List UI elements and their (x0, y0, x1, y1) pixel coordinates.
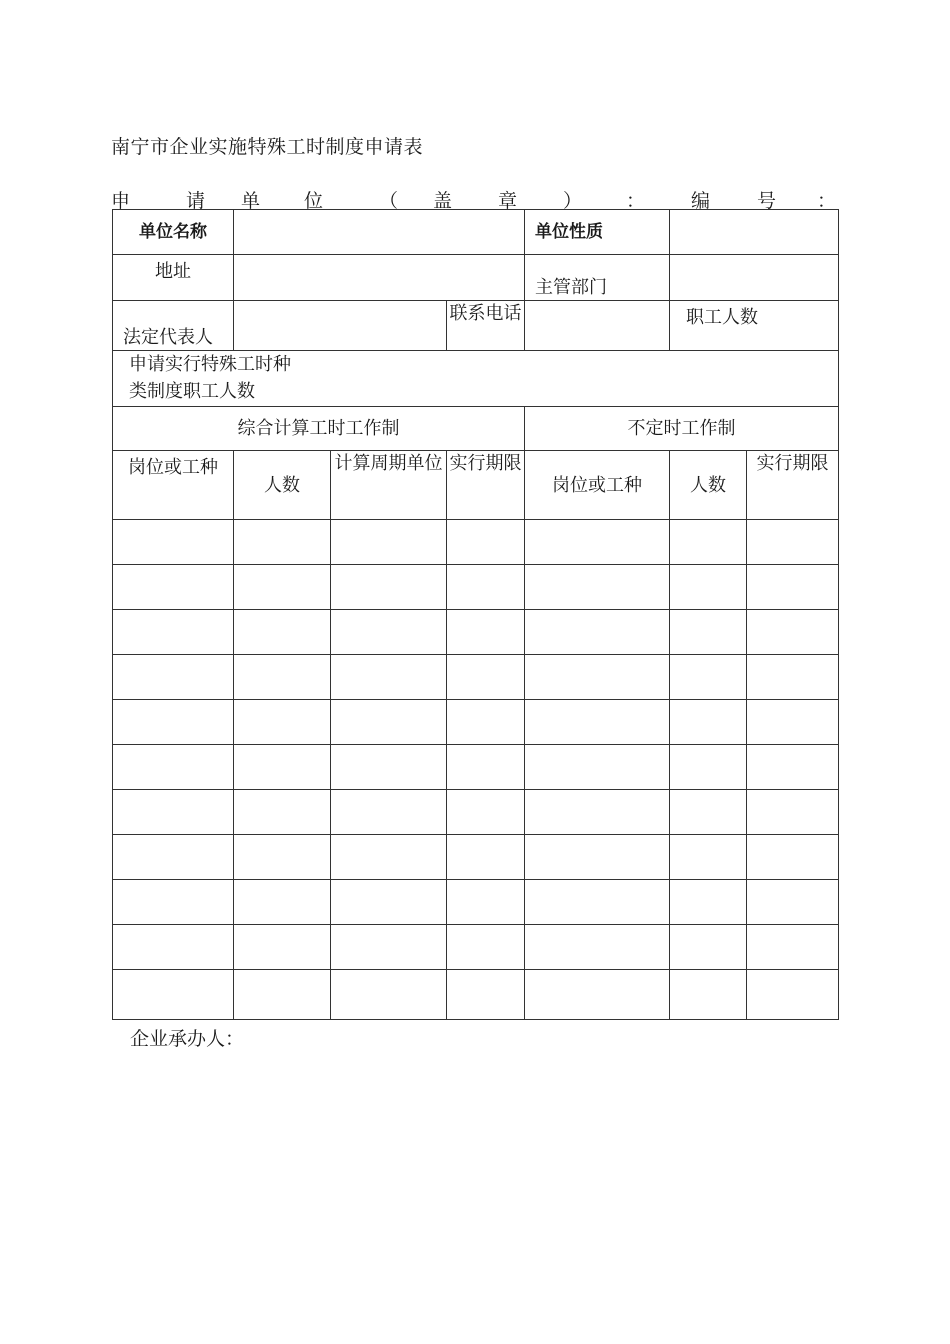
table-cell[interactable] (525, 880, 670, 925)
table-cell[interactable] (447, 835, 525, 880)
table-row (113, 610, 839, 655)
table-cell[interactable] (670, 520, 747, 565)
table-cell[interactable] (670, 880, 747, 925)
table-cell[interactable] (525, 610, 670, 655)
table-row (113, 520, 839, 565)
table-cell[interactable] (525, 790, 670, 835)
table-cell[interactable] (234, 610, 331, 655)
serial-number-char: ： (817, 190, 837, 212)
table-cell[interactable] (331, 745, 447, 790)
table-cell[interactable] (234, 565, 331, 610)
table-cell[interactable] (234, 655, 331, 700)
applicant-char: 单 (241, 190, 261, 212)
table-row (113, 970, 839, 1020)
table-cell[interactable] (670, 835, 747, 880)
table-cell[interactable] (670, 700, 747, 745)
contact-phone-label: 联系电话 (447, 301, 525, 351)
table-cell[interactable] (447, 970, 525, 1020)
column-header-row (113, 451, 839, 520)
table-cell[interactable] (331, 565, 447, 610)
table-cell[interactable] (331, 790, 447, 835)
table-cell[interactable] (447, 520, 525, 565)
comprehensive-section-header: 综合计算工时工作制 (113, 407, 525, 451)
table-cell[interactable] (670, 745, 747, 790)
flexible-people-header: 人数 (670, 451, 747, 520)
table-cell[interactable] (447, 565, 525, 610)
table-cell[interactable] (447, 880, 525, 925)
people-header: 人数 (234, 451, 331, 520)
table-cell[interactable] (525, 520, 670, 565)
table-cell[interactable] (113, 700, 234, 745)
applicant-char: 盖 (433, 190, 453, 212)
flexible-term-header: 实行期限 (747, 451, 839, 520)
section-header-row (113, 407, 839, 451)
table-cell[interactable] (331, 970, 447, 1020)
table-cell[interactable] (113, 655, 234, 700)
address-label: 地址 (113, 255, 234, 301)
table-cell[interactable] (447, 790, 525, 835)
table-cell[interactable] (234, 745, 331, 790)
table-cell[interactable] (747, 790, 839, 835)
table-row (113, 655, 839, 700)
table-row (113, 745, 839, 790)
table-cell[interactable] (747, 880, 839, 925)
table-cell[interactable] (447, 700, 525, 745)
table-cell[interactable] (525, 970, 670, 1020)
table-cell[interactable] (331, 880, 447, 925)
table-cell[interactable] (747, 520, 839, 565)
table-cell[interactable] (670, 925, 747, 970)
table-cell[interactable] (234, 835, 331, 880)
unit-info-row (113, 210, 839, 255)
applicant-line (111, 186, 838, 210)
table-cell[interactable] (113, 970, 234, 1020)
table-row (113, 565, 839, 610)
table-cell[interactable] (747, 700, 839, 745)
table-cell[interactable] (113, 925, 234, 970)
table-cell[interactable] (670, 790, 747, 835)
staff-count-label: 职工人数 (670, 301, 839, 351)
table-cell[interactable] (525, 655, 670, 700)
table-cell[interactable] (331, 520, 447, 565)
table-cell[interactable] (747, 925, 839, 970)
serial-number-char: 号 (757, 190, 777, 212)
flexible-post-type-header: 岗位或工种 (525, 451, 670, 520)
table-cell[interactable] (234, 970, 331, 1020)
unit-name-label: 单位名称 (113, 210, 234, 255)
table-cell[interactable] (113, 745, 234, 790)
apply-count-row (113, 351, 839, 407)
table-cell[interactable] (447, 610, 525, 655)
table-cell[interactable] (331, 835, 447, 880)
table-row (113, 700, 839, 745)
post-type-header: 岗位或工种 (113, 451, 234, 520)
table-cell[interactable] (525, 565, 670, 610)
applicant-char: 章 (498, 190, 518, 212)
legal-rep-cell[interactable] (234, 301, 447, 351)
contact-phone-cell[interactable] (525, 301, 670, 351)
apply-count-label: 申请实行特殊工时种类制度职工人数 (129, 354, 291, 402)
applicant-char: 位 (304, 190, 324, 212)
serial-number-char: 编 (691, 190, 711, 212)
legal-rep-label: 法定代表人 (113, 301, 234, 351)
apply-count-cell[interactable] (113, 351, 839, 407)
table-cell[interactable] (234, 520, 331, 565)
applicant-char: （ (379, 190, 399, 212)
address-cell[interactable] (234, 255, 525, 301)
table-cell[interactable] (670, 610, 747, 655)
unit-name-cell[interactable] (234, 210, 525, 255)
table-cell[interactable] (525, 835, 670, 880)
form-title: 南宁市企业实施特殊工时制度申请表 (111, 136, 424, 158)
table-cell[interactable] (113, 520, 234, 565)
address-row (113, 255, 839, 301)
table-row (113, 790, 839, 835)
table-cell[interactable] (113, 565, 234, 610)
table-cell[interactable] (747, 565, 839, 610)
table-cell[interactable] (670, 565, 747, 610)
handler-label: 企业承办人： (130, 1028, 245, 1050)
table-cell[interactable] (234, 880, 331, 925)
table-cell[interactable] (747, 745, 839, 790)
table-cell[interactable] (234, 925, 331, 970)
table-cell[interactable] (447, 655, 525, 700)
legal-rep-row (113, 301, 839, 351)
table-cell[interactable] (113, 835, 234, 880)
table-cell[interactable] (747, 610, 839, 655)
table-cell[interactable] (747, 970, 839, 1020)
applicant-char: 申 (111, 190, 131, 212)
table-row (113, 835, 839, 880)
table-cell[interactable] (447, 925, 525, 970)
table-cell[interactable] (447, 745, 525, 790)
applicant-char: ： (626, 190, 646, 212)
table-cell[interactable] (113, 610, 234, 655)
table-cell[interactable] (670, 970, 747, 1020)
unit-nature-label: 单位性质 (525, 210, 670, 255)
applicant-char: ） (563, 190, 583, 212)
period-unit-header: 计算周期单位 (331, 451, 447, 520)
table-cell[interactable] (331, 655, 447, 700)
table-cell[interactable] (234, 700, 331, 745)
supervisor-dept-cell[interactable] (670, 255, 839, 301)
table-cell[interactable] (747, 835, 839, 880)
table-row (113, 880, 839, 925)
table-cell[interactable] (234, 790, 331, 835)
table-cell[interactable] (670, 655, 747, 700)
table-cell[interactable] (331, 700, 447, 745)
unit-nature-cell[interactable] (670, 210, 839, 255)
table-row (113, 925, 839, 970)
table-cell[interactable] (525, 700, 670, 745)
table-cell[interactable] (525, 925, 670, 970)
supervisor-dept-label: 主管部门 (525, 255, 670, 301)
table-cell[interactable] (113, 790, 234, 835)
applicant-char: 请 (186, 190, 206, 212)
table-cell[interactable] (525, 745, 670, 790)
flexible-section-header: 不定时工作制 (525, 407, 839, 451)
table-cell[interactable] (113, 880, 234, 925)
table-cell[interactable] (747, 655, 839, 700)
application-table (112, 209, 839, 1020)
term-header: 实行期限 (447, 451, 525, 520)
table-cell[interactable] (331, 610, 447, 655)
table-cell[interactable] (331, 925, 447, 970)
